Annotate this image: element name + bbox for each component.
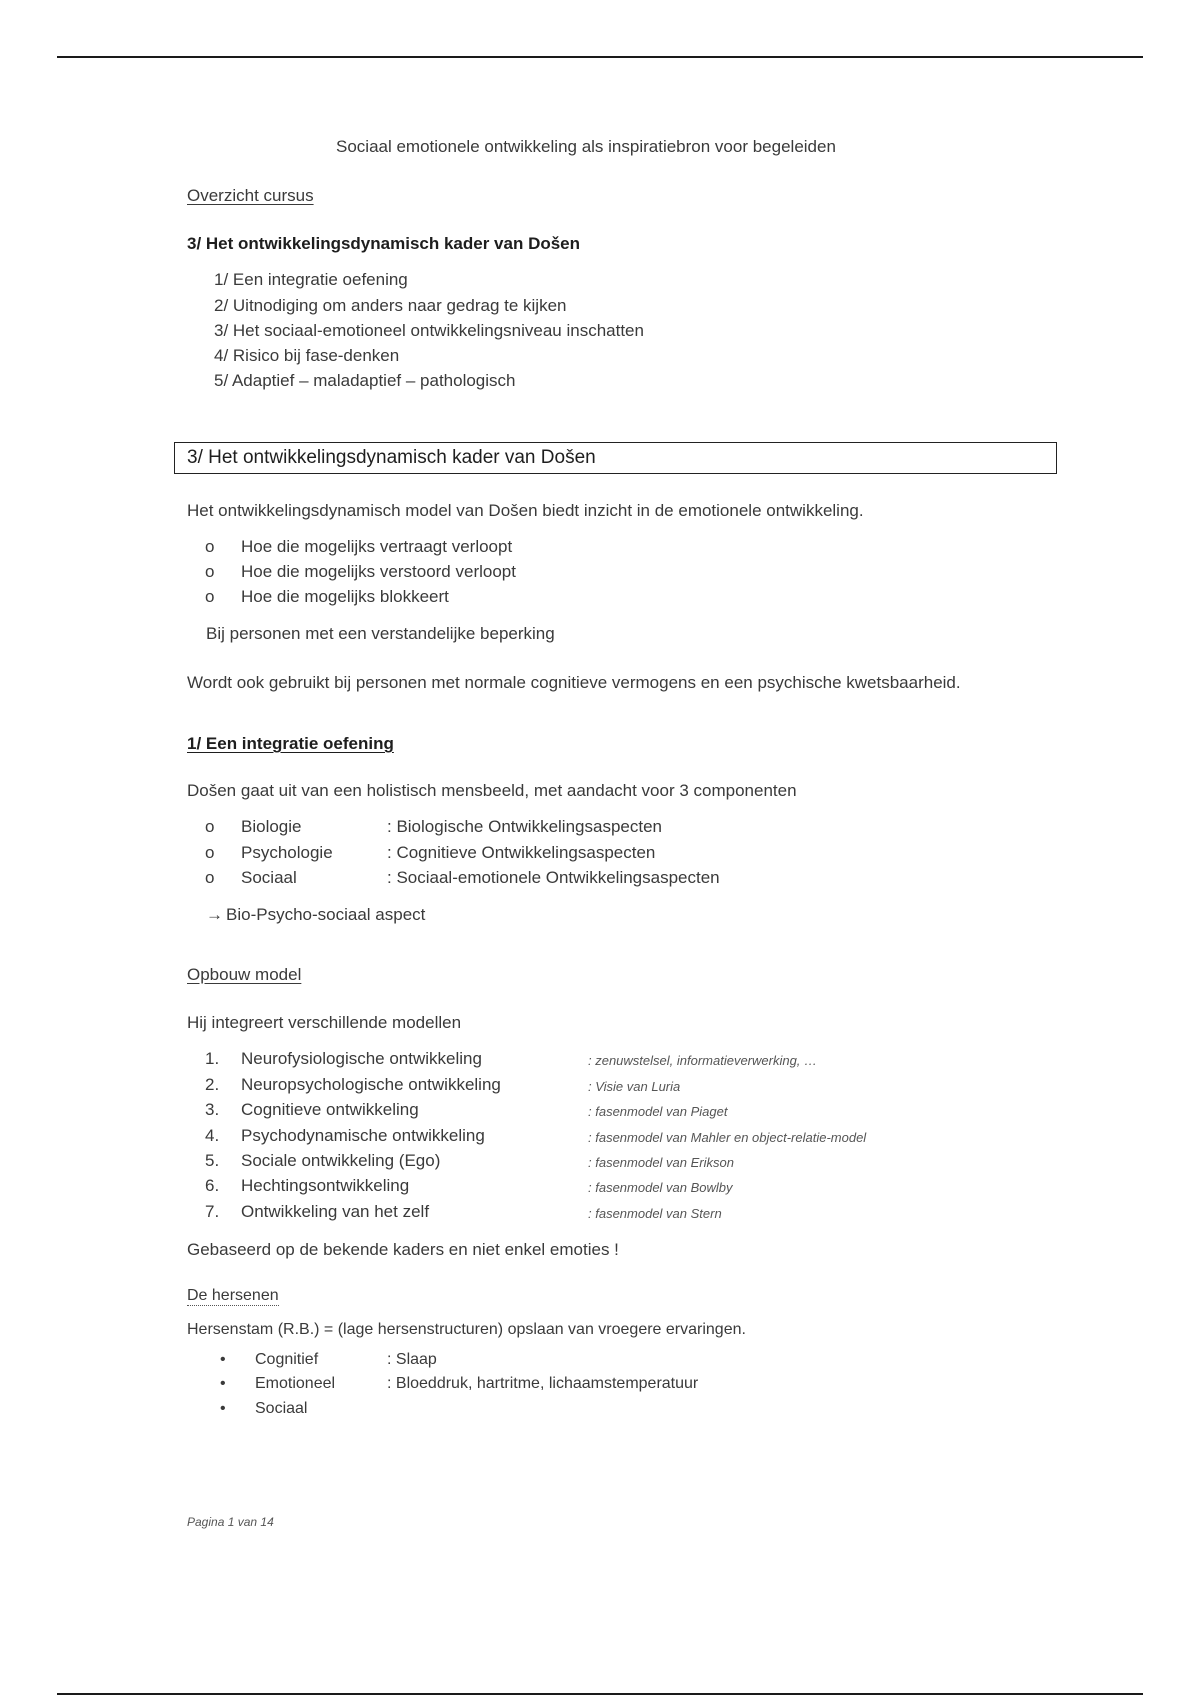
component-name: Sociaal — [241, 868, 297, 887]
model-num: 1. — [205, 1049, 220, 1068]
bullet-dot: • — [220, 1375, 226, 1392]
model-num: 6. — [205, 1176, 220, 1195]
model-name: Psychodynamische ontwikkeling — [241, 1126, 485, 1145]
brain-item-name: Sociaal — [255, 1400, 308, 1417]
intro-bullet: Hoe die mogelijks vertraagt verloopt — [241, 537, 513, 556]
model-note: : zenuwstelsel, informatieverwerking, … — [588, 1053, 818, 1068]
brain-item-name: Cognitief — [255, 1351, 319, 1368]
bullet-dot: • — [220, 1400, 226, 1417]
brain-text: Hersenstam (R.B.) = (lage hersenstructuren) opslaan van vroegere ervaringen. — [187, 1321, 746, 1338]
model-label: Opbouw model — [187, 965, 302, 984]
component-desc: : Biologische Ontwikkelingsaspecten — [387, 817, 662, 836]
model-num: 2. — [205, 1075, 220, 1094]
intro-note: Bij personen met een verstandelijke beperking — [206, 624, 555, 643]
bullet-circle: o — [205, 537, 215, 556]
overview-item: 2/ Uitnodiging om anders naar gedrag te kijken — [214, 296, 567, 315]
overview-label: Overzicht cursus — [187, 186, 314, 205]
bullet-circle: o — [205, 562, 215, 581]
document-title: Sociaal emotionele ontwikkeling als inspiratiebron voor begeleiden — [336, 137, 836, 156]
section-heading: 3/ Het ontwikkelingsdynamisch kader van Došen — [187, 447, 596, 468]
model-name: Sociale ontwikkeling (Ego) — [241, 1151, 441, 1170]
model-name: Ontwikkeling van het zelf — [241, 1202, 430, 1221]
model-note: : fasenmodel van Erikson — [588, 1155, 734, 1170]
model-name: Neuropsychologische ontwikkeling — [241, 1075, 501, 1094]
model-text: Hij integreert verschillende modellen — [187, 1013, 462, 1032]
component-name: Psychologie — [241, 843, 333, 862]
sub1-text: Došen gaat uit van een holistisch mensbeeld, met aandacht voor 3 componenten — [187, 781, 797, 800]
model-num: 4. — [205, 1126, 220, 1145]
bullet-circle: o — [205, 868, 215, 887]
model-num: 7. — [205, 1202, 220, 1221]
bullet-circle: o — [205, 843, 215, 862]
overview-item: 4/ Risico bij fase-denken — [214, 346, 400, 365]
intro-extra: Wordt ook gebruikt bij personen met normale cognitieve vermogens en een psychische kwetsbaarheid. — [187, 673, 961, 692]
section-heading-box — [174, 442, 1057, 474]
model-name: Neurofysiologische ontwikkeling — [241, 1049, 482, 1068]
brain-item-desc: : Bloeddruk, hartritme, lichaamstemperatuur — [387, 1375, 699, 1392]
component-name: Biologie — [241, 817, 302, 836]
overview-item: 1/ Een integratie oefening — [214, 270, 408, 289]
bullet-circle: o — [205, 587, 215, 606]
model-note: : fasenmodel van Stern — [588, 1206, 722, 1221]
component-desc: : Cognitieve Ontwikkelingsaspecten — [387, 843, 656, 862]
bullet-circle: o — [205, 817, 215, 836]
intro-text: Het ontwikkelingsdynamisch model van Došen biedt inzicht in de emotionele ontwikkeling. — [187, 501, 864, 520]
top-rule — [57, 56, 1143, 58]
model-conclusion: Gebaseerd op de bekende kaders en niet enkel emoties ! — [187, 1240, 619, 1259]
model-note: : fasenmodel van Piaget — [588, 1104, 728, 1119]
model-num: 3. — [205, 1100, 220, 1119]
brain-label: De hersenen — [187, 1287, 279, 1304]
bps-text: Bio-Psycho-sociaal aspect — [226, 905, 426, 924]
sub1-heading: 1/ Een integratie oefening — [187, 734, 394, 753]
model-name: Hechtingsontwikkeling — [241, 1176, 410, 1195]
model-num: 5. — [205, 1151, 220, 1170]
intro-bullet: Hoe die mogelijks verstoord verloopt — [241, 562, 516, 581]
overview-heading: 3/ Het ontwikkelingsdynamisch kader van Došen — [187, 234, 581, 253]
intro-bullet: Hoe die mogelijks blokkeert — [241, 587, 449, 606]
brain-item-desc: : Slaap — [387, 1351, 437, 1368]
overview-item: 3/ Het sociaal-emotioneel ontwikkelingsniveau inschatten — [214, 321, 644, 340]
component-desc: : Sociaal-emotionele Ontwikkelingsaspecten — [387, 868, 720, 887]
page-footer: Pagina 1 van 14 — [187, 1515, 274, 1529]
model-note: : Visie van Luria — [588, 1079, 681, 1094]
model-note: : fasenmodel van Mahler en object-relatie-model — [588, 1130, 867, 1145]
model-name: Cognitieve ontwikkeling — [241, 1100, 419, 1119]
brain-item-name: Emotioneel — [255, 1375, 336, 1392]
arrow-icon: → — [206, 905, 223, 924]
bottom-rule — [57, 1693, 1143, 1695]
overview-item: 5/ Adaptief – maladaptief – pathologisch — [214, 371, 516, 390]
bullet-dot: • — [220, 1351, 226, 1368]
model-note: : fasenmodel van Bowlby — [588, 1180, 733, 1195]
